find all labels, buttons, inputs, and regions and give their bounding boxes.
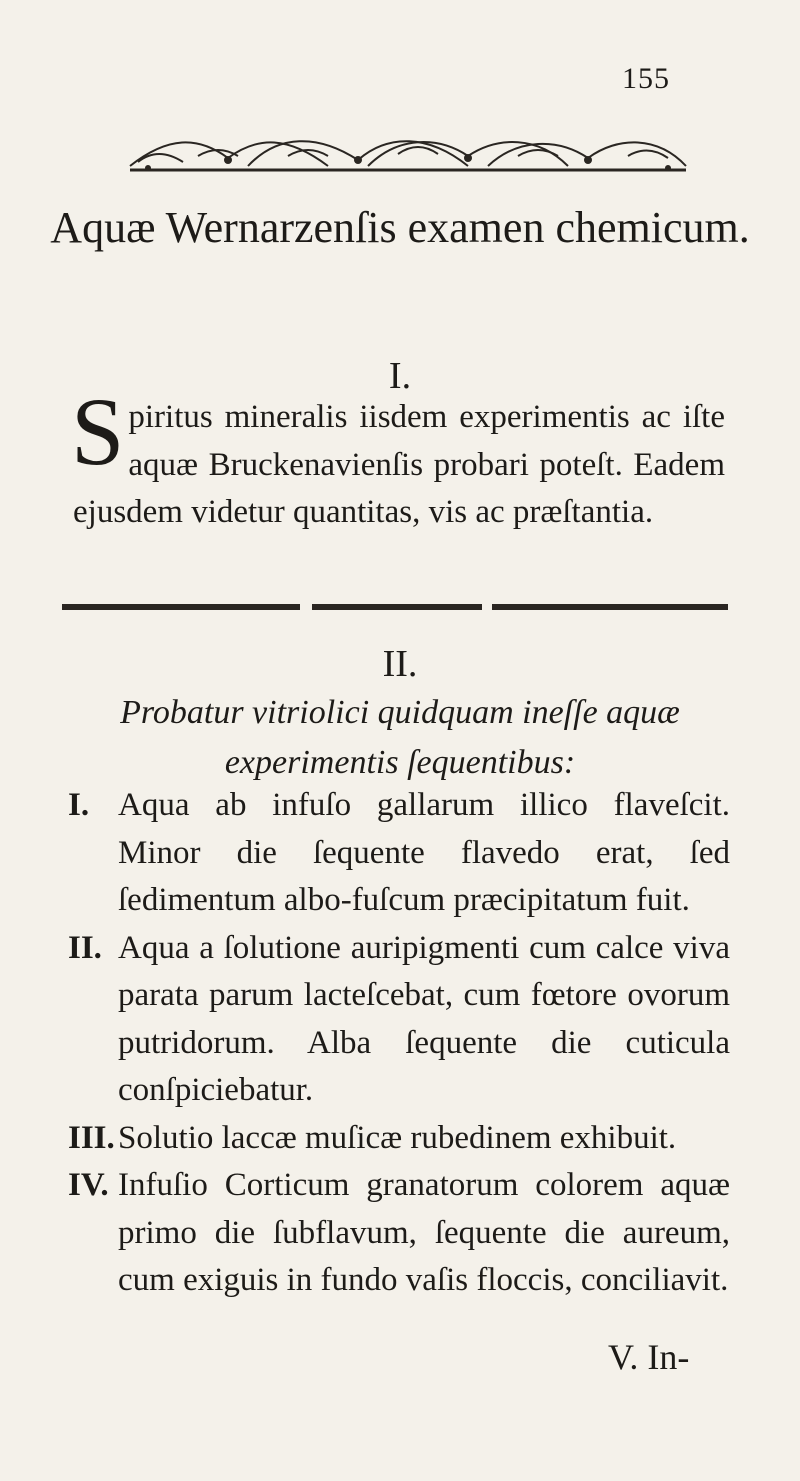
- item-text: Infuſio Corticum granatorum colorem aquæ primo die ſubflavum, ſequente die aureum, cum exiguis in fundo vaſis floccis, conciliavit.: [118, 1167, 730, 1298]
- list-item: [68, 782, 730, 925]
- item-number: III.: [68, 1119, 115, 1156]
- section-number: II.: [382, 643, 418, 685]
- item-text: Aqua a ſolutione auripigmenti cum calce viva parata parum lacteſcebat, cum fœtore ovorum putridorum. Alba ſequente die cuticula conſpiciebatur.: [118, 929, 730, 1108]
- experiment-list: [68, 782, 730, 1305]
- paragraph-text: piritus mineralis iisdem experimentis ac iſte aquæ Bruckenavienſis probari poteſt. Eadem ejusdem videtur quantitas, vis ac præſtantia.: [73, 399, 725, 530]
- item-number: II.: [68, 929, 102, 966]
- page-title: Aquæ Wernarzenſis examen chemicum.: [50, 203, 750, 252]
- section-divider: [62, 604, 728, 610]
- section-intro: Probatur vitriolici quidquam ineſſe aquæ experimentis ſequentibus:: [120, 694, 680, 781]
- ornament-icon: [128, 126, 688, 178]
- item-text: Aqua ab infuſo gallarum illico flaveſcit. Minor die ſequente flavedo erat, ſed ſedimentum albo-fuſcum præcipitatum fuit.: [118, 787, 730, 918]
- item-number: IV.: [68, 1167, 109, 1203]
- list-item: [68, 1162, 730, 1305]
- catchword: V. In-: [608, 1337, 690, 1377]
- list-item: [68, 925, 730, 1115]
- item-text: Solutio laccæ muſicæ rubedinem exhibuit.: [118, 1119, 677, 1156]
- drop-cap: S: [71, 378, 125, 485]
- list-item: [68, 1115, 730, 1163]
- item-number: I.: [68, 787, 90, 823]
- section-number: I.: [388, 355, 412, 397]
- page-number: 155: [622, 62, 670, 95]
- section-paragraph: [71, 378, 725, 537]
